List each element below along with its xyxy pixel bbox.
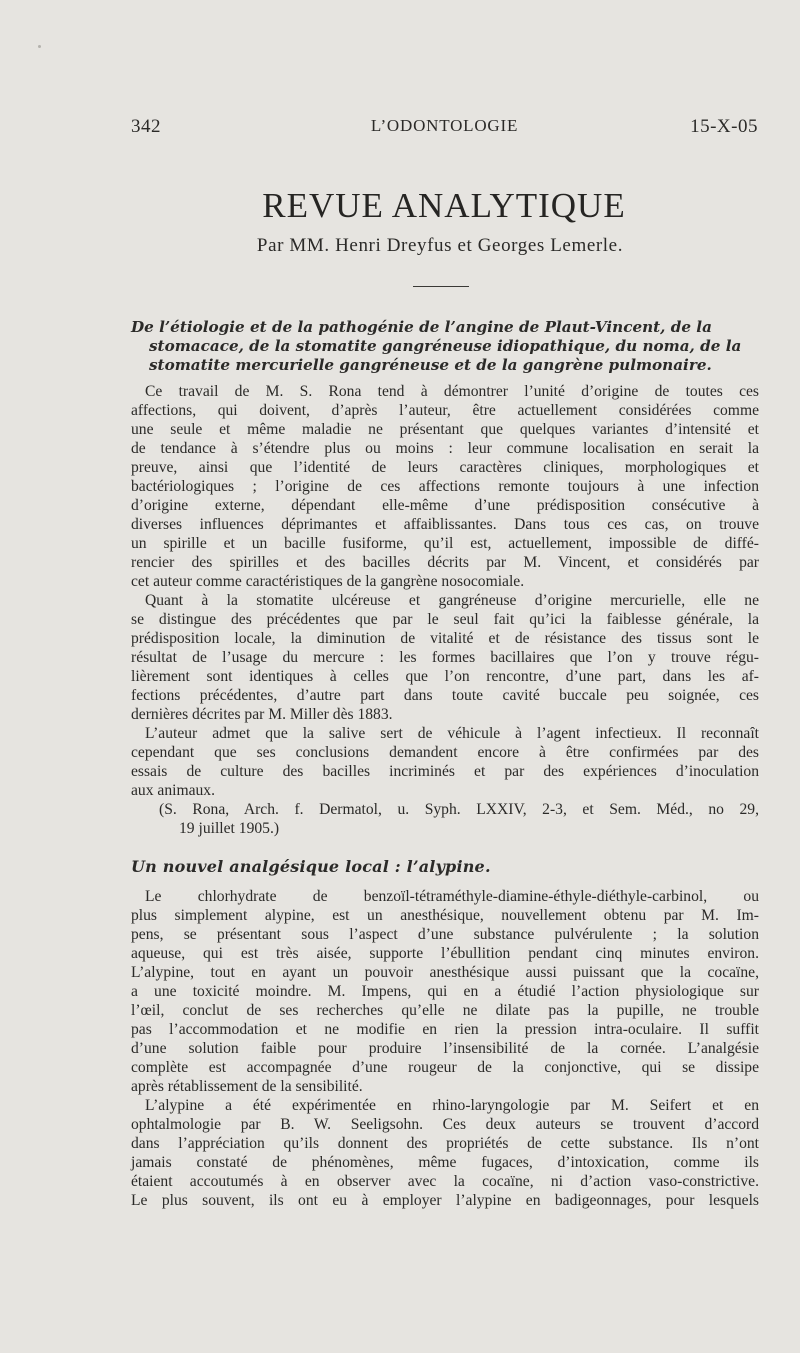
- text-line: aqueuse, qui est très aisée, supporte l’ébullition pendant cinq minutes environ.: [131, 945, 759, 962]
- text-line: une seule et même maladie ne présentant que quelques variantes d’intensité et: [131, 421, 759, 438]
- title-divider: [413, 286, 469, 287]
- text-line: preuve, ainsi que l’identité de leurs caractères cliniques, morphologiques et: [131, 459, 759, 476]
- article-1-title: [131, 318, 761, 375]
- text-line: dernières décrites par M. Miller dès 1883.: [131, 706, 393, 723]
- text-line: bactériologiques ; l’origine de ces affections remonte toujours à une infection: [131, 478, 759, 495]
- text-line: plus simplement alypine, est un anesthésique, nouvellement obtenu par M. Im-: [131, 907, 759, 924]
- text-line: cependant que ses conclusions demandent encore à être confirmées par des: [131, 744, 759, 761]
- page-number: 342: [131, 116, 161, 137]
- text-line: affections, qui doivent, d’après l’auteur, être actuellement considérées comme: [131, 402, 759, 419]
- text-line: d’une solution faible pour produire l’insensibilité de la cornée. L’analgésie: [131, 1040, 759, 1057]
- text-line: jamais constaté de phénomènes, même fugaces, d’intoxication, comme ils: [131, 1154, 759, 1171]
- article-1-title-line: stomacace, de la stomatite gangréneuse idiopathique, du noma, de la: [149, 337, 742, 355]
- text-line: se distingue des précédentes que par le seul fait qu’ici la faiblesse générale, la: [131, 611, 759, 628]
- text-line: de tendance à s’étendre plus ou moins : leur commune localisation en serait la: [131, 440, 759, 457]
- text-line: l’œil, conclut de ses recherches qu’elle ne dilate pas la pupille, ne trouble: [131, 1002, 759, 1019]
- paper-speck: [38, 45, 41, 48]
- text-line: un spirille et un bacille fusiforme, qu’il est, actuellement, impossible de diffé-: [131, 535, 759, 552]
- text-line: prédisposition locale, la diminution de vitalité et de résistance des tissus sont le: [131, 630, 759, 647]
- text-line: L’alypine a été expérimentée en rhino-laryngologie par M. Seifert et en: [145, 1097, 759, 1114]
- text-line: pens, se présentant sous l’aspect d’une substance pulvérulente ; la solution: [131, 926, 759, 943]
- text-line: Le chlorhydrate de benzoïl-tétraméthyle-diamine-éthyle-diéthyle-carbinol, ou: [145, 888, 759, 905]
- text-line: L’auteur admet que la salive sert de véhicule à l’agent infectieux. Il reconnaît: [145, 725, 759, 742]
- text-line: étaient accoutumés à en observer avec la cocaïne, ni d’action vaso-constrictive.: [131, 1173, 759, 1190]
- text-line: ophtalmologie par B. W. Seeligsohn. Ces deux auteurs se trouvent d’accord: [131, 1116, 759, 1133]
- running-head: [131, 116, 758, 142]
- article-1-title-line: De l’étiologie et de la pathogénie de l’angine de Plaut-Vincent, de la: [131, 318, 712, 336]
- text-line: résultat de l’usage du mercure : les formes bacillaires que l’on y trouve régu-: [131, 649, 759, 666]
- section-title: REVUE ANALYTIQUE: [262, 186, 626, 225]
- text-line: rencier des spirilles et des bacilles décrits par M. Vincent, et considérés par: [131, 554, 759, 571]
- article-2-title-line: Un nouvel analgésique local : l’alypine.: [131, 857, 491, 876]
- text-line: lièrement sont identiques à celles que l’on rencontre, d’une part, dans les af-: [131, 668, 759, 685]
- article-1-body: [131, 382, 759, 838]
- text-line: complète est accompagnée d’une rougeur de la conjonctive, qui se dissipe: [131, 1059, 759, 1076]
- text-line: Le plus souvent, ils ont eu à employer l’alypine en badigeonnages, pour lesquels: [131, 1192, 759, 1209]
- journal-title: L’ODONTOLOGIE: [370, 116, 519, 135]
- article-1-title-line: stomatite mercurielle gangréneuse et de la gangrène pulmonaire.: [149, 356, 712, 374]
- text-line: L’alypine, tout en ayant un pouvoir anesthésique aussi puissant que la cocaïne,: [131, 964, 759, 981]
- text-line: pas l’accommodation et ne modifie en rien la pression intra-oculaire. Il suffit: [131, 1021, 759, 1038]
- text-line: Ce travail de M. S. Rona tend à démontrer l’unité d’origine de toutes ces: [145, 383, 759, 400]
- text-line: dans l’appréciation qu’ils donnent des propriétés de cette substance. Ils n’ont: [131, 1135, 759, 1152]
- citation-line: (S. Rona, Arch. f. Dermatol, u. Syph. LXXIV, 2-3, et Sem. Méd., no 29,: [159, 801, 759, 818]
- article-2-title: [131, 857, 761, 876]
- text-line: fections précédentes, d’autre part dans toute cavité buccale peu soignée, ces: [131, 687, 759, 704]
- text-line: cet auteur comme caractéristiques de la gangrène nosocomiale.: [131, 573, 525, 590]
- text-line: d’origine externe, dépendant elle-même d’une prédisposition consécutive à: [131, 497, 759, 514]
- text-line: essais de culture des bacilles incriminés et par des expériences d’inoculation: [131, 763, 759, 780]
- article-2-body: [131, 887, 759, 1210]
- text-line: a une toxicité moindre. M. Impens, qui en a étudié l’action physiologique sur: [131, 983, 759, 1000]
- text-line: Quant à la stomatite ulcéreuse et gangréneuse d’origine mercurielle, elle ne: [145, 592, 759, 609]
- citation-line: 19 juillet 1905.): [179, 820, 280, 837]
- text-line: aux animaux.: [131, 782, 216, 799]
- section-authors: Par MM. Henri Dreyfus et Georges Lemerle.: [256, 235, 624, 256]
- text-line: diverses influences déprimantes et affaiblissantes. Dans tous ces cas, on trouve: [131, 516, 759, 533]
- text-line: après rétablissement de la sensibilité.: [131, 1078, 363, 1095]
- issue-date: 15-X-05: [690, 116, 758, 137]
